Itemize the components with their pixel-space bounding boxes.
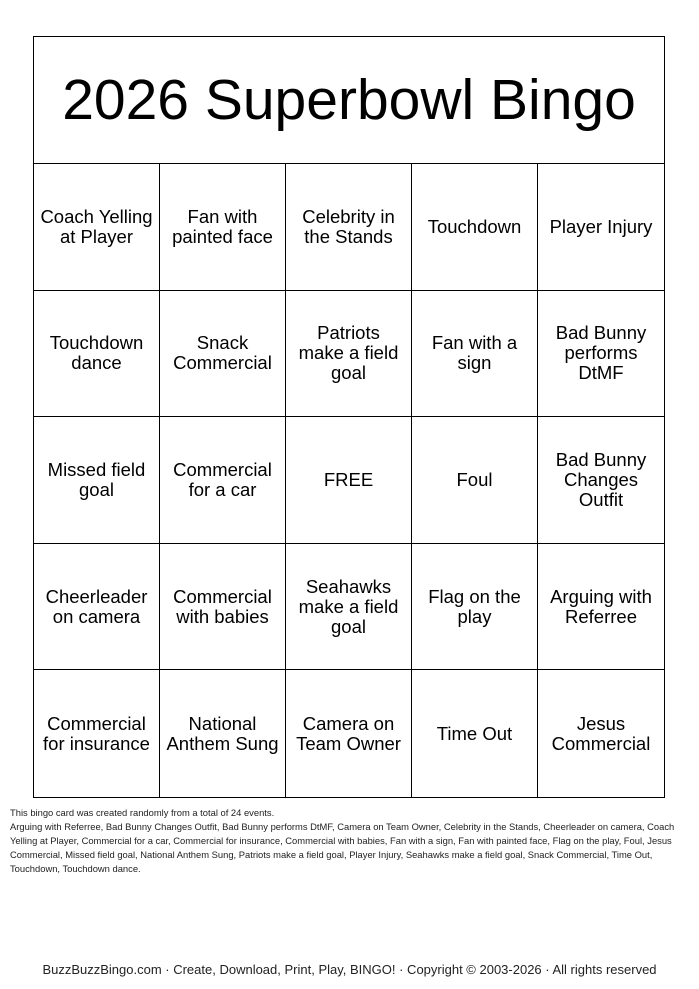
bingo-cell: Arguing with Referree bbox=[538, 544, 664, 671]
bingo-cell: Coach Yelling at Player bbox=[34, 164, 160, 291]
bingo-cell: Snack Commercial bbox=[160, 291, 286, 418]
bingo-cell: Foul bbox=[412, 417, 538, 544]
bingo-cell: Touchdown dance bbox=[34, 291, 160, 418]
bingo-cell: National Anthem Sung bbox=[160, 670, 286, 797]
bingo-cell: Touchdown bbox=[412, 164, 538, 291]
bingo-cell: Cheerleader on camera bbox=[34, 544, 160, 671]
bingo-cell: Fan with painted face bbox=[160, 164, 286, 291]
bingo-cell: Player Injury bbox=[538, 164, 664, 291]
bingo-cell: Bad Bunny performs DtMF bbox=[538, 291, 664, 418]
copyright-footer: BuzzBuzzBingo.com · Create, Download, Print, Play, BINGO! · Copyright © 2003-2026 · All rights reserved bbox=[42, 962, 657, 977]
card-description bbox=[10, 806, 686, 876]
bingo-cell: Patriots make a field goal bbox=[286, 291, 412, 418]
bingo-cell: Flag on the play bbox=[412, 544, 538, 671]
bingo-cell: Commercial for insurance bbox=[34, 670, 160, 797]
bingo-cell: Jesus Commercial bbox=[551, 712, 651, 754]
bingo-card bbox=[33, 36, 665, 798]
bingo-cell: Bad Bunny Changes Outfit bbox=[538, 417, 664, 544]
bingo-cell: Camera on Team Owner bbox=[286, 670, 412, 797]
bingo-cell: Celebrity in the Stands bbox=[286, 164, 412, 291]
free-space-cell: FREE bbox=[286, 417, 412, 544]
bingo-grid bbox=[34, 164, 664, 797]
event-list-text: Arguing with Referree, Bad Bunny Changes Outfit, Bad Bunny performs DtMF, Camera on Team Owner, Celebrity in the Stands, Cheerleader on camera, Coach Yelling at Player, Commercial for a car, Commercial for insurance, Commercial with babies, Fan with a sign, Fan with painted face, Flag on the play, Foul, Jesus Commercial, Missed field goal, National Anthem Sung, Patriots make a field goal, Player Injury, Seahawks make a field goal, Snack Commercial, Time Out, Touchdown, Touchdown dance. bbox=[10, 821, 675, 874]
bingo-cell: Fan with a sign bbox=[412, 291, 538, 418]
card-title: 2026 Superbowl Bingo bbox=[34, 37, 664, 164]
bingo-cell: Missed field goal bbox=[34, 417, 160, 544]
bingo-cell: Commercial with babies bbox=[160, 544, 286, 671]
bingo-cell: Seahawks make a field goal bbox=[286, 544, 412, 671]
bingo-cell: Commercial for a car bbox=[160, 417, 286, 544]
card-intro-text: This bingo card was created randomly from a total of 24 events. bbox=[10, 807, 275, 818]
bingo-cell: Time Out bbox=[412, 670, 538, 797]
